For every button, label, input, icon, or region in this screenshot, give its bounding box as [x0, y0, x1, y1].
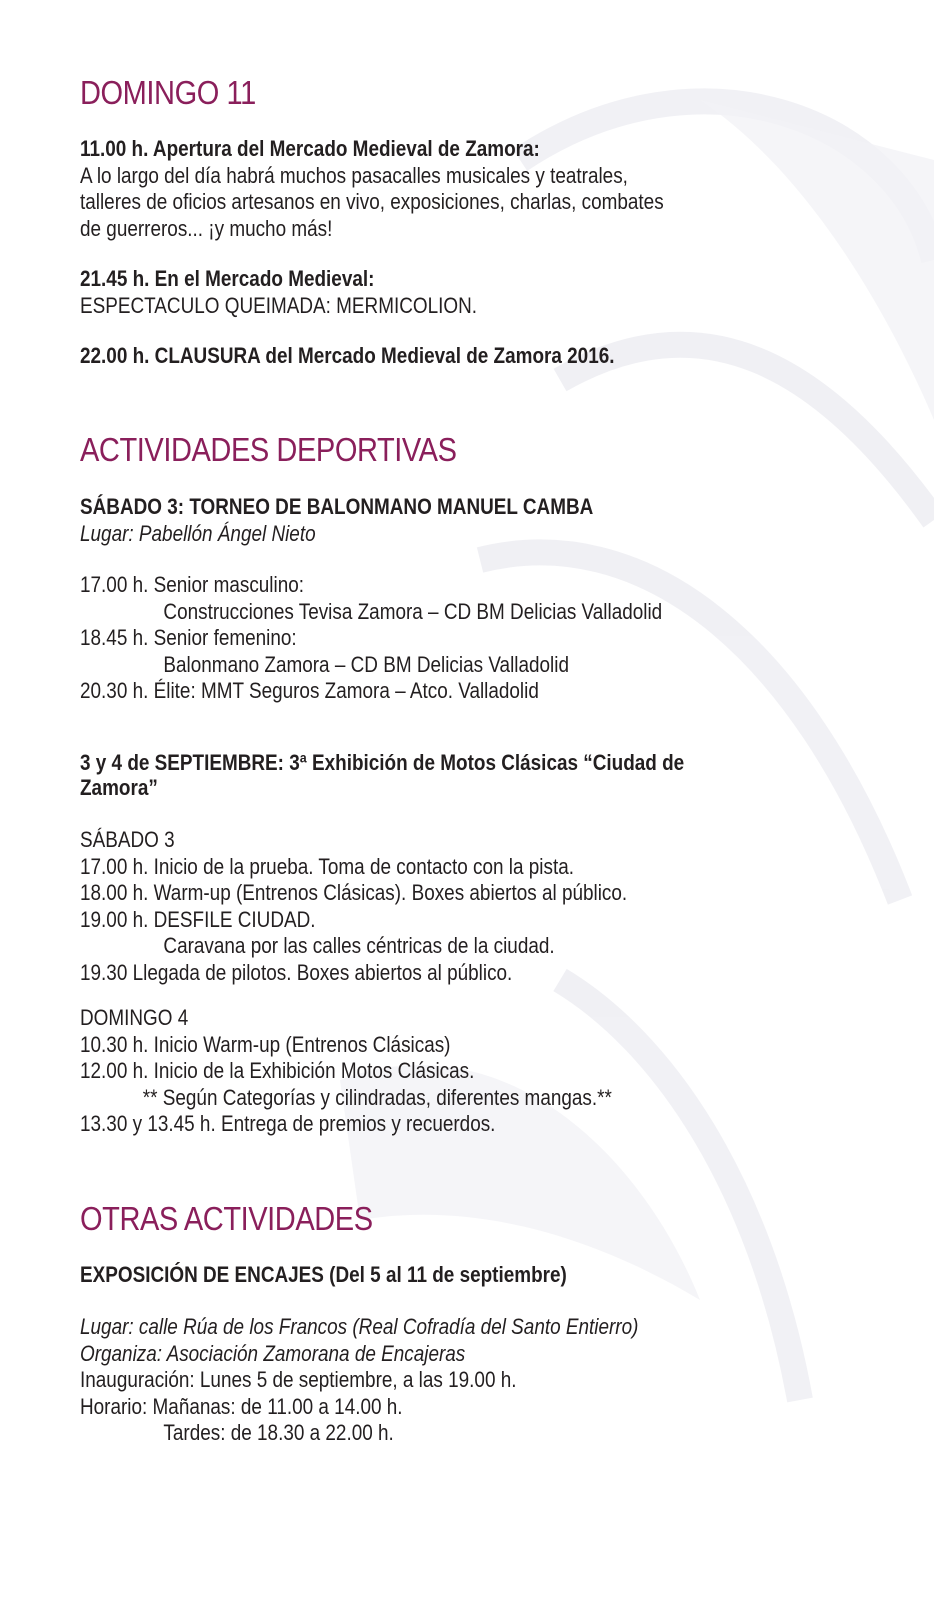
exposicion-encajes-details	[80, 1314, 860, 1447]
day-label: DOMINGO 4	[80, 1005, 189, 1030]
motos-sabado	[80, 827, 860, 986]
schedule-line: Construcciones Tevisa Zamora – CD BM Delicias Valladolid	[163, 598, 663, 624]
schedule-line: 10.30 h. Inicio Warm-up (Entrenos Clásicas)	[80, 1031, 451, 1057]
event-title: SÁBADO 3: TORNEO DE BALONMANO MANUEL CAMBA	[80, 494, 594, 519]
schedule-line: 18.45 h. Senior femenino:	[80, 625, 297, 650]
schedule-line: 12.00 h. Inicio de la Exhibición Motos Clásicas.	[80, 1058, 475, 1083]
heading-otras-actividades: OTRAS ACTIVIDADES	[80, 1200, 373, 1237]
event-description-line: ESPECTACULO QUEIMADA: MERMICOLION.	[80, 292, 478, 318]
event-hours: Horario: Mañanas: de 11.00 a 14.00 h.	[80, 1393, 403, 1419]
event-title: 11.00 h. Apertura del Mercado Medieval de Zamora:	[80, 136, 540, 161]
schedule-line: 19.30 Llegada de pilotos. Boxes abiertos al público.	[80, 959, 513, 985]
torneo-schedule	[80, 572, 860, 705]
schedule-line: 13.30 y 13.45 h. Entrega de premios y recuerdos.	[80, 1111, 496, 1136]
event-hours: Tardes: de 18.30 a 22.00 h.	[163, 1420, 394, 1445]
event-apertura	[80, 136, 860, 242]
schedule-line: Caravana por las calles céntricas de la ciudad.	[163, 933, 555, 958]
exposicion-encajes-title	[80, 1262, 860, 1289]
motos-clasicas-title	[80, 750, 860, 801]
event-title: EXPOSICIÓN DE ENCAJES (Del 5 al 11 de septiembre)	[80, 1262, 567, 1287]
event-title: 21.45 h. En el Mercado Medieval:	[80, 266, 375, 291]
event-location: Lugar: calle Rúa de los Francos (Real Cofradía del Santo Entierro)	[80, 1314, 639, 1339]
heading-actividades-deportivas: ACTIVIDADES DEPORTIVAS	[80, 431, 457, 468]
event-title: 3 y 4 de SEPTIEMBRE: 3ª Exhibición de Motos Clásicas “Ciudad de	[80, 750, 685, 775]
heading-domingo-11: DOMINGO 11	[80, 74, 256, 111]
schedule-line: ** Según Categorías y cilindradas, diferentes mangas.**	[142, 1084, 612, 1110]
day-label: SÁBADO 3	[80, 827, 175, 852]
event-organizer: Organiza: Asociación Zamorana de Encajeras	[80, 1340, 466, 1366]
event-location: Lugar: Pabellón Ángel Nieto	[80, 520, 316, 546]
schedule-line: 19.00 h. DESFILE CIUDAD.	[80, 906, 316, 932]
schedule-line: Balonmano Zamora – CD BM Delicias Valladolid	[163, 651, 569, 677]
event-inauguration: Inauguración: Lunes 5 de septiembre, a las 19.00 h.	[80, 1367, 517, 1392]
event-description-line: talleres de oficios artesanos en vivo, exposiciones, charlas, combates	[80, 189, 664, 214]
event-clausura	[80, 343, 860, 370]
motos-domingo	[80, 1005, 860, 1138]
event-title: 22.00 h. CLAUSURA del Mercado Medieval de Zamora 2016.	[80, 343, 615, 368]
schedule-line: 17.00 h. Senior masculino:	[80, 572, 305, 597]
event-description-line: A lo largo del día habrá muchos pasacalles musicales y teatrales,	[80, 162, 628, 188]
schedule-line: 20.30 h. Élite: MMT Seguros Zamora – Atco. Valladolid	[80, 678, 539, 703]
torneo-balonmano	[80, 494, 860, 547]
event-description-line: de guerreros... ¡y mucho más!	[80, 215, 333, 241]
event-queimada	[80, 266, 860, 319]
schedule-line: 17.00 h. Inicio de la prueba. Toma de contacto con la pista.	[80, 853, 575, 879]
schedule-line: 18.00 h. Warm-up (Entrenos Clásicas). Boxes abiertos al público.	[80, 880, 628, 905]
event-title: Zamora”	[80, 774, 158, 800]
